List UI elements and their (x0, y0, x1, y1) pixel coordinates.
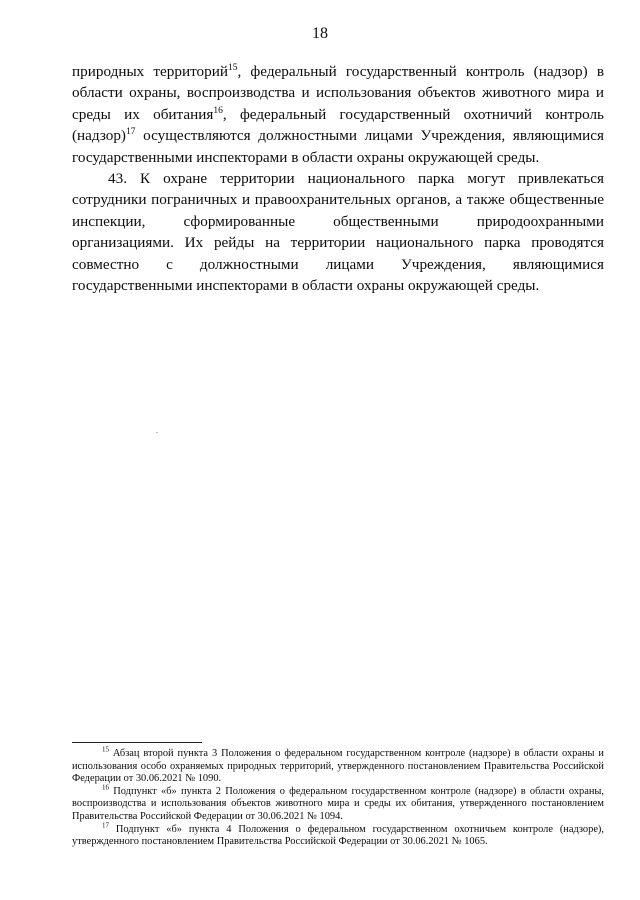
paragraph-43: 43. К охране территории национального парка могут привлекаться сотрудники пограничных и правоохранительных органов, а также общественные инспекции, сформированные общественными природоохранными организациями. Их рейды на территории национального парка проводятся совместно с должностными лицами Учреждения, являющимися государственными инспекторами в области охраны окружающей среды. (72, 170, 604, 295)
body-text (72, 61, 604, 296)
footnote-text: Подпункт «б» пункта 2 Положения о федеральном государственном контроле (надзоре) в области охраны, воспроизводства и использования объектов животного мира и среды их обитания, утвержденного постановлением Правительства Российской Федерации от 30.06.2021 № 1094. (72, 785, 604, 822)
footnote-15 (72, 745, 604, 786)
footnotes (72, 745, 604, 849)
text-segment: , федеральный государственный контроль (надзор) в области охраны, воспроизводства и использования объектов животного мира и среды их обитания (72, 63, 604, 123)
text-segment: , федеральный государственный охотничий контроль (надзор) (72, 105, 604, 145)
footnote-number: 15 (102, 745, 109, 754)
footnote-number: 16 (102, 783, 109, 792)
footnote-number: 17 (102, 821, 109, 830)
footnote-ref-16[interactable]: 16 (213, 105, 223, 116)
footnote-text: Абзац второй пункта 3 Положения о федеральном государственном контроле (надзоре) в области охраны и использования особо охраняемых природных территорий, утвержденного постановлением Правительства Российской Федерации от 30.06.2021 № 1090. (72, 748, 604, 785)
paragraph-continuation (72, 61, 604, 168)
footnote-17 (72, 821, 604, 849)
footnote-text: Подпункт «б» пункта 4 Положения о федеральном государственном охотничьем контроле (надзоре), утвержденного постановлением Правительства Российской Федерации от 30.06.2021 № 1065. (72, 823, 604, 848)
text-segment: осуществляются должностными лицами Учреждения, являющимися государственными инспекторами в области охраны окружающей среды. (72, 127, 604, 166)
text-segment: природных территорий (72, 63, 228, 80)
footnote-16 (72, 783, 604, 824)
footnote-ref-15[interactable]: 15 (227, 62, 238, 73)
scan-speck (156, 432, 158, 433)
footnote-ref-17[interactable]: 17 (126, 127, 136, 138)
footnote-separator (72, 742, 202, 743)
page-number: 18 (312, 25, 328, 42)
